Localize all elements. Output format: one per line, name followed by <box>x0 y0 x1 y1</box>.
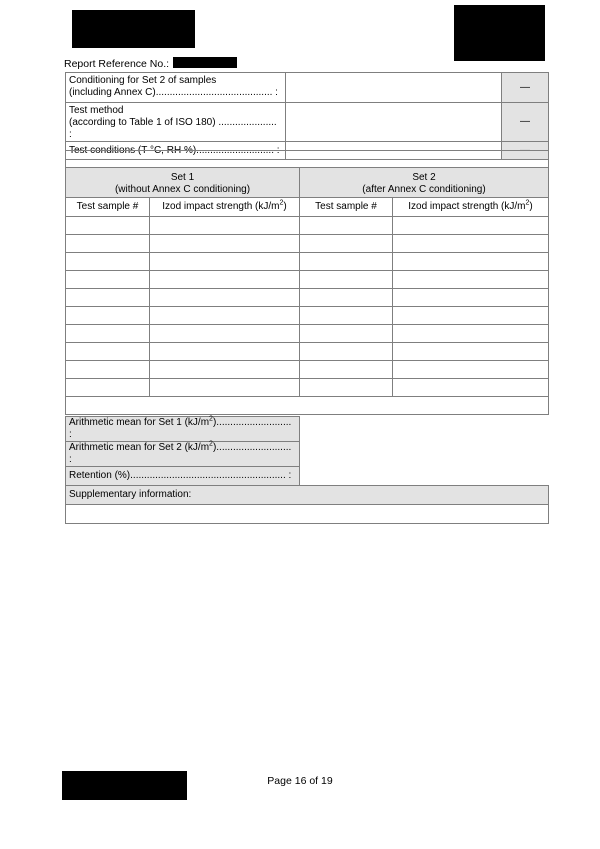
blank-row <box>66 151 549 168</box>
table-cell <box>66 343 150 361</box>
redacted-logo-right <box>454 5 545 61</box>
mean-set1-label: Arithmetic mean for Set 1 $(kJ/m^2)$........................... : <box>66 417 300 442</box>
table-cell <box>150 253 300 271</box>
table-cell <box>66 361 150 379</box>
table-cell <box>300 361 393 379</box>
retention-label: Retention (%)........................................................ : <box>66 467 300 486</box>
table-cell <box>393 307 549 325</box>
table-cell <box>150 235 300 253</box>
table-cell <box>300 271 393 289</box>
table-cell <box>393 325 549 343</box>
page-number: Page 16 of 19 <box>267 775 333 787</box>
set2-header: Set 2 (after Annex C conditioning) <box>300 168 549 198</box>
table-cell <box>150 325 300 343</box>
table-cell <box>150 343 300 361</box>
table-cell <box>300 289 393 307</box>
conditioning-value <box>286 73 502 103</box>
blank-row <box>66 397 549 415</box>
table-cell <box>300 325 393 343</box>
table-cell <box>300 307 393 325</box>
test-conditions-result: — <box>502 142 549 160</box>
table-cell <box>66 271 150 289</box>
table-cell <box>393 343 549 361</box>
table-cell <box>393 379 549 397</box>
table-cell <box>150 271 300 289</box>
test-conditions-label: Test conditions (T °C, RH %)............................ : <box>66 142 286 160</box>
table-cell <box>150 217 300 235</box>
report-reference-label: Report Reference No.: <box>64 58 170 70</box>
supplementary-label: Supplementary information: <box>66 486 549 505</box>
table-row <box>66 271 549 289</box>
table-cell <box>66 289 150 307</box>
supplementary-value <box>66 505 549 524</box>
table-row <box>66 307 549 325</box>
table-row <box>66 325 549 343</box>
table-cell <box>150 289 300 307</box>
table-cell <box>66 235 150 253</box>
table-row <box>66 361 549 379</box>
table-cell <box>66 379 150 397</box>
table-cell <box>150 307 300 325</box>
table-row <box>66 217 549 235</box>
set2-sample-header: Test sample # <box>300 198 393 217</box>
table-row <box>66 343 549 361</box>
table-cell <box>300 343 393 361</box>
table-cell <box>393 271 549 289</box>
set1-header: Set 1 (without Annex C conditioning) <box>66 168 300 198</box>
table-row <box>66 379 549 397</box>
table-cell <box>66 217 150 235</box>
table-cell <box>393 217 549 235</box>
test-method-result: — <box>502 103 549 142</box>
conditioning-label: Conditioning for Set 2 of samples (including Annex C).......................................... : <box>66 73 286 103</box>
table-cell <box>393 289 549 307</box>
table-cell <box>300 379 393 397</box>
test-method-label: Test method (according to Table 1 of ISO 180) ..................... : <box>66 103 286 142</box>
set1-sample-header: Test sample # <box>66 198 150 217</box>
table-cell <box>393 235 549 253</box>
report-reference <box>64 57 237 70</box>
table-cell <box>300 217 393 235</box>
table-cell <box>66 325 150 343</box>
table-cell <box>150 361 300 379</box>
table-cell <box>393 361 549 379</box>
table-cell <box>393 253 549 271</box>
table-cell <box>150 379 300 397</box>
test-method-value <box>286 103 502 142</box>
results-table <box>65 150 549 415</box>
set2-strength-header: Izod impact strength $(kJ/m^2)$ <box>393 198 549 217</box>
mean-set2-label: Arithmetic mean for Set 2 $(kJ/m^2)$........................... : <box>66 442 300 467</box>
table-cell <box>300 235 393 253</box>
summary-table <box>65 416 549 524</box>
conditions-table <box>65 72 549 160</box>
table-cell <box>66 253 150 271</box>
table-cell <box>66 307 150 325</box>
redacted-logo-left <box>72 10 195 48</box>
table-row <box>66 289 549 307</box>
set1-strength-header: Izod impact strength $(kJ/m^2)$ <box>150 198 300 217</box>
table-cell <box>300 253 393 271</box>
conditioning-result: — <box>502 73 549 103</box>
redacted-reference-number <box>173 57 237 68</box>
table-row <box>66 253 549 271</box>
table-row <box>66 235 549 253</box>
